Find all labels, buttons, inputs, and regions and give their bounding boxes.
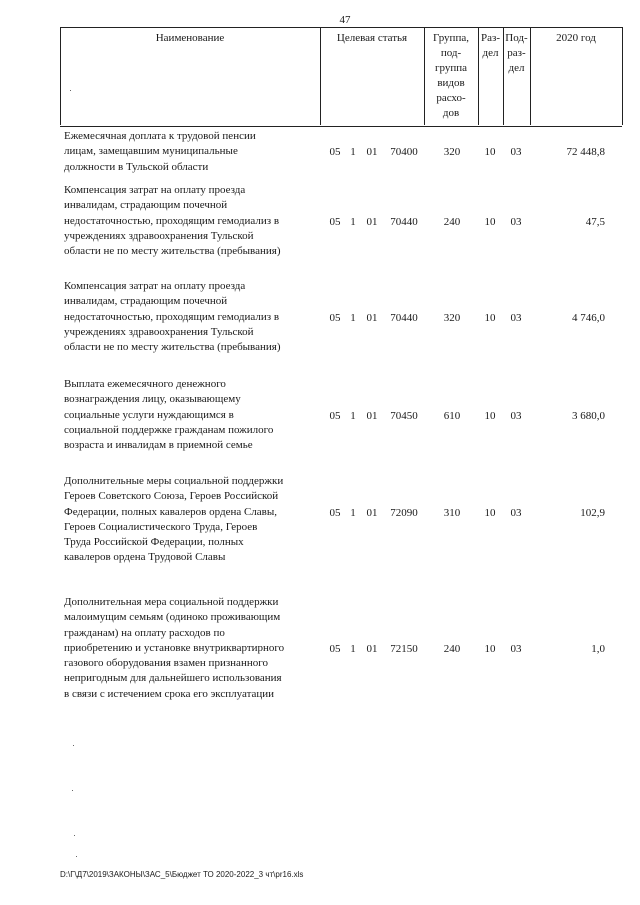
row-name-line: недостаточностью, проходящим гемодиализ в xyxy=(64,310,280,323)
target-code-part: 1 xyxy=(350,146,356,159)
row-name-line: гражданам) на оплату расходов по xyxy=(64,626,225,639)
target-code-part: 05 xyxy=(329,506,341,519)
row-name-line: Федерации, полных кавалеров ордена Славы, xyxy=(64,505,278,518)
amount-2020: 1,0 xyxy=(591,642,605,655)
expense-group-code: 240 xyxy=(443,215,461,228)
target-code-part: 70440 xyxy=(390,215,418,228)
target-code-part: 01 xyxy=(366,215,378,228)
row-name-line: Ежемесячная доплата к трудовой пенсии xyxy=(64,130,256,142)
amount-2020: 72 448,8 xyxy=(566,146,605,159)
row-name-line: лицам, замещавшим муниципальные xyxy=(64,145,238,158)
row-name xyxy=(64,377,326,453)
section-code: 10 xyxy=(484,311,496,324)
scan-speck xyxy=(76,856,77,857)
target-code-part: 05 xyxy=(329,642,341,655)
target-code-part: 1 xyxy=(350,409,356,422)
section-code: 10 xyxy=(484,642,496,655)
target-code-part: 72090 xyxy=(390,506,418,519)
header-name: Наименование xyxy=(155,32,225,44)
header-subsection: Под- раз- дел xyxy=(505,32,528,74)
row-name-line: недостаточностью, проходящим гемодиализ в xyxy=(64,214,280,227)
expense-group-code: 310 xyxy=(443,506,461,519)
subsection-code: 03 xyxy=(510,506,522,519)
page-number: 47 xyxy=(339,14,351,26)
target-code-part: 05 xyxy=(329,146,341,159)
scan-speck xyxy=(72,790,73,791)
target-code-part: 05 xyxy=(329,311,341,324)
row-name-line: возраста и инвалидам в приемной семье xyxy=(64,439,253,452)
target-code-part: 05 xyxy=(329,215,341,228)
file-path: D:\Г\Д7\2019\ЗАКОНЫ\ЗАС_5\Бюджет ТО 2020-2022_3 чт\pr16.xls xyxy=(60,870,304,879)
row-name-line: Компенсация затрат на оплату проезда xyxy=(64,280,246,292)
subsection-code: 03 xyxy=(510,642,522,655)
expense-group-code: 610 xyxy=(443,409,461,422)
target-code-part: 72150 xyxy=(390,642,418,655)
target-code-part: 01 xyxy=(366,409,378,422)
row-name-line: Дополнительные меры социальной поддержки xyxy=(64,475,284,487)
target-code-part: 1 xyxy=(350,215,356,228)
scan-speck xyxy=(74,835,75,836)
subsection-code: 03 xyxy=(510,409,522,422)
row-name-line: области не по месту жительства (пребывания) xyxy=(64,245,281,258)
row-name-line: непригодным для дальнейшего использования xyxy=(64,672,282,685)
target-code-part: 01 xyxy=(366,506,378,519)
row-name-line: приобретению и установке внутриквартирного xyxy=(64,641,285,654)
header-year: 2020 год xyxy=(556,32,596,44)
header-target-article: Целевая статья xyxy=(336,32,408,44)
target-code-part: 01 xyxy=(366,311,378,324)
row-name-line: учреждениях здравоохранения Тульской xyxy=(64,325,254,338)
subsection-code: 03 xyxy=(510,215,522,228)
row-name-line: Дополнительная мера социальной поддержки xyxy=(64,596,279,608)
row-name-line: учреждениях здравоохранения Тульской xyxy=(64,229,254,242)
row-name-line: газового оборудования взамен признанного xyxy=(64,657,268,670)
row-name-line: Выплата ежемесячного денежного xyxy=(64,378,226,390)
row-name-line: Компенсация затрат на оплату проезда xyxy=(64,184,246,196)
amount-2020: 47,5 xyxy=(585,215,605,228)
row-name-line: Героев Социалистического Труда, Героев xyxy=(64,520,258,533)
row-name-line: социальные услуги нуждающимся в xyxy=(64,408,234,421)
scan-speck xyxy=(70,90,71,91)
row-name-line: должности в Тульской области xyxy=(64,160,209,173)
header-divider xyxy=(622,27,623,125)
target-code-part: 70450 xyxy=(390,409,418,422)
row-name-line: Героев Советского Союза, Героев Российской xyxy=(64,490,279,503)
row-name xyxy=(64,279,326,355)
section-code: 10 xyxy=(484,146,496,159)
header-expense-group: Группа, под- группа видов расхо- дов xyxy=(433,32,469,119)
row-name-line: области не по месту жительства (пребывания) xyxy=(64,341,281,354)
amount-2020: 4 746,0 xyxy=(572,311,605,324)
row-name-line: инвалидам, страдающим почечной xyxy=(64,295,228,308)
expense-group-code: 320 xyxy=(443,311,461,324)
subsection-code: 03 xyxy=(510,311,522,324)
target-code-part: 05 xyxy=(329,409,341,422)
expense-group-code: 240 xyxy=(443,642,461,655)
target-code-part: 1 xyxy=(350,642,356,655)
row-name xyxy=(64,595,326,702)
row-name xyxy=(64,474,326,566)
target-code-part: 01 xyxy=(366,642,378,655)
target-code-part: 1 xyxy=(350,311,356,324)
row-name-line: социальной поддержке гражданам пожилого xyxy=(64,423,274,436)
row-name-line: вознаграждения лицу, оказывающему xyxy=(64,393,241,406)
row-name xyxy=(64,129,326,175)
target-code-part: 01 xyxy=(366,146,378,159)
target-code-part: 70400 xyxy=(390,146,418,159)
target-code-part: 1 xyxy=(350,506,356,519)
header-section: Раз- дел xyxy=(480,32,500,59)
row-name-line: Труда Российской Федерации, полных xyxy=(64,536,244,549)
row-name-line: малоимущим семьям (одиноко проживающим xyxy=(64,611,281,624)
scan-speck xyxy=(73,745,74,746)
row-name-line: инвалидам, страдающим почечной xyxy=(64,199,228,212)
amount-2020: 102,9 xyxy=(580,506,605,519)
expense-group-code: 320 xyxy=(443,146,461,159)
section-code: 10 xyxy=(484,215,496,228)
row-name-line: кавалеров ордена Трудовой Славы xyxy=(64,551,226,564)
section-code: 10 xyxy=(484,409,496,422)
target-code-part: 70440 xyxy=(390,311,418,324)
subsection-code: 03 xyxy=(510,146,522,159)
amount-2020: 3 680,0 xyxy=(572,409,605,422)
section-code: 10 xyxy=(484,506,496,519)
row-name-line: в связи с истечением срока его эксплуатации xyxy=(64,687,275,700)
row-name xyxy=(64,183,326,259)
